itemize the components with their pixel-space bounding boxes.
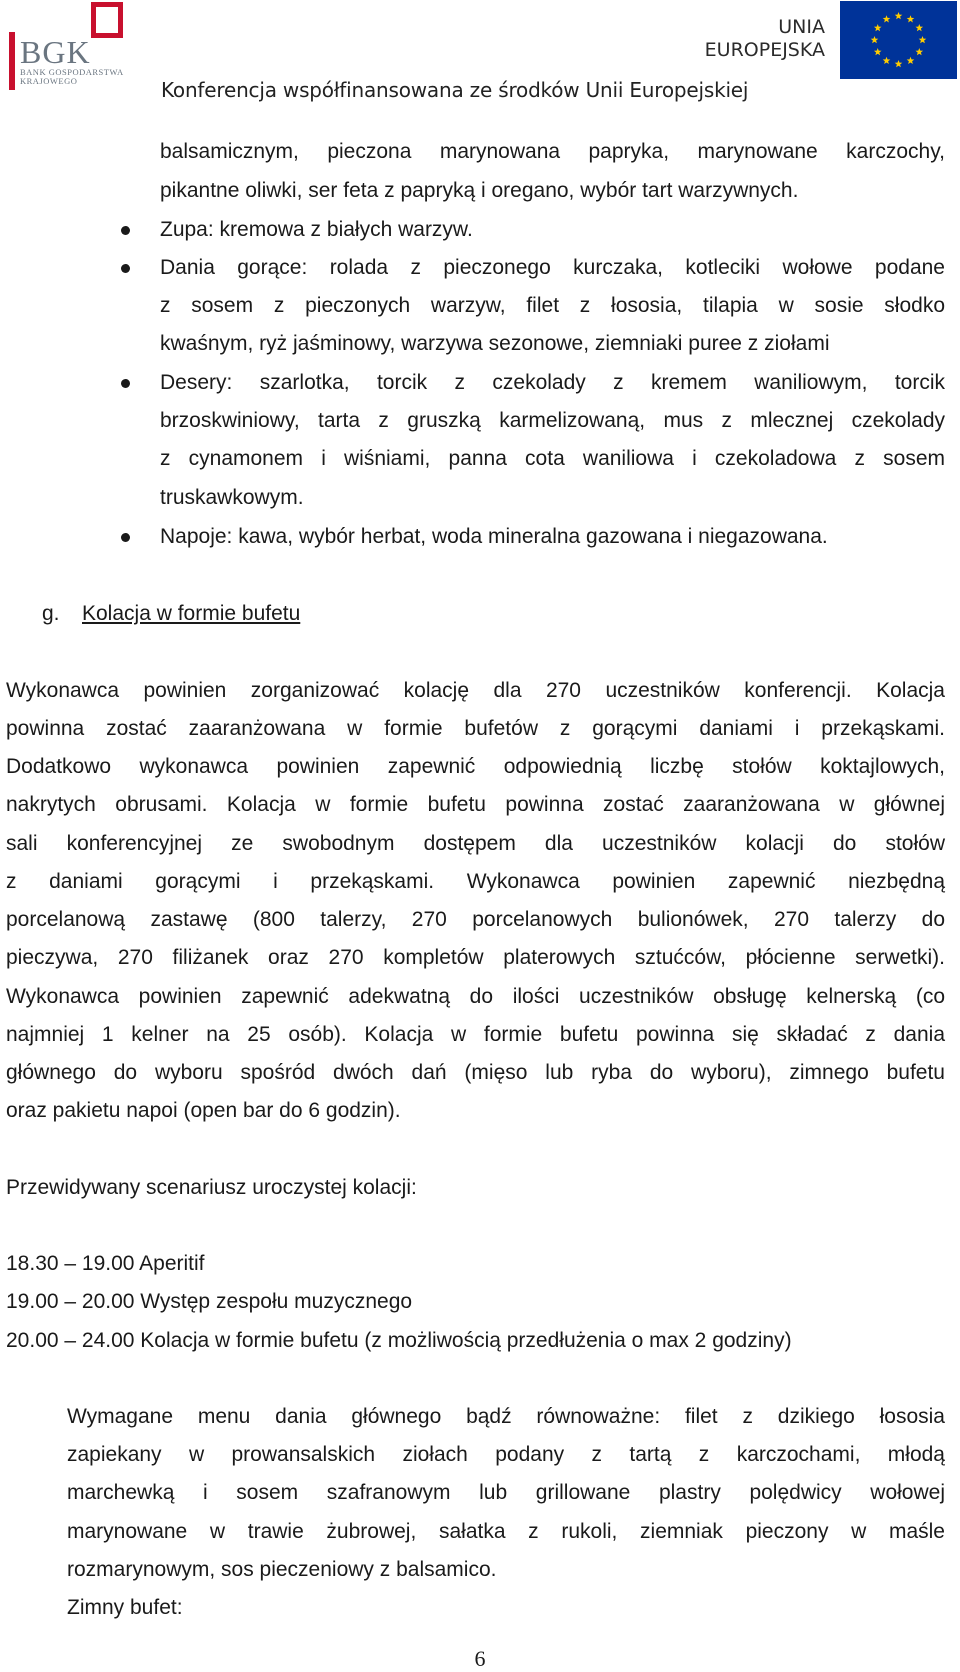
menu-line: Wymagane menu dania głównego bądź równoważne: filet z dzikiego łososia bbox=[67, 1405, 945, 1428]
header-caption: Konferencja współfinansowana ze środków Unii Europejskiej bbox=[161, 78, 749, 102]
list-item: Zupa: kremowa z białych warzyw. bbox=[160, 218, 473, 241]
scenario-item: 19.00 – 20.00 Występ zespołu muzycznego bbox=[6, 1290, 413, 1313]
list-continuation-line: balsamicznym, pieczona marynowana papryka, marynowane karczochy, bbox=[160, 140, 945, 163]
bullet-icon bbox=[121, 533, 130, 542]
list-continuation-line: pikantne oliwki, ser feta z papryką i oregano, wybór tart warzywnych. bbox=[160, 179, 799, 202]
paragraph-line: powinna zostać zaaranżowana w formie bufetów z gorącymi daniami i przekąskami. bbox=[6, 717, 945, 740]
list-item: Napoje: kawa, wybór herbat, woda mineralna gazowana i niegazowana. bbox=[160, 525, 828, 548]
scenario-item: 18.30 – 19.00 Aperitif bbox=[6, 1252, 205, 1275]
page-header bbox=[0, 0, 960, 100]
paragraph-line: Dodatkowo wykonawca powinien zapewnić odpowiednią liczbę stołów koktajlowych, bbox=[6, 755, 945, 778]
bullet-icon bbox=[121, 226, 130, 235]
list-item-line: brzoskwiniowy, tarta z gruszką karmelizowaną, mus z mlecznej czekolady bbox=[160, 409, 945, 432]
menu-line: marynowane w trawie żubrowej, sałatka z rukoli, ziemniak pieczony w maśle bbox=[67, 1520, 945, 1543]
bgk-logo-square bbox=[91, 2, 123, 38]
paragraph-line: głównego do wyboru spośród dwóch dań (mięso lub ryba do wyboru), zimnego bufetu bbox=[6, 1061, 945, 1084]
section-letter: g. bbox=[42, 602, 60, 625]
list-item-line: z sosem z pieczonych warzyw, filet z łososia, tilapia w sosie słodko bbox=[160, 294, 945, 317]
list-item-line: truskawkowym. bbox=[160, 486, 304, 509]
menu-line: marchewką i sosem szafranowym lub grillowane plastry polędwicy wołowej bbox=[67, 1481, 945, 1504]
bgk-logo-text: BGK bbox=[20, 34, 91, 70]
eu-flag-icon bbox=[840, 1, 957, 79]
eu-label bbox=[705, 16, 825, 62]
paragraph-line: porcelanową zastawę (800 talerzy, 270 porcelanowych bulionówek, 270 talerzy do bbox=[6, 908, 945, 931]
bgk-logo bbox=[4, 2, 126, 86]
eu-label-line-1: UNIA bbox=[778, 16, 825, 38]
paragraph-line: sali konferencyjnej ze swobodnym dostępem dla uczestników kolacji do stołów bbox=[6, 832, 945, 855]
section-title: Kolacja w formie bufetu bbox=[82, 602, 301, 625]
bullet-icon bbox=[121, 379, 130, 388]
bgk-logo-bar bbox=[9, 32, 15, 90]
paragraph-line: z daniami gorącymi i przekąskami. Wykonawca powinien zapewnić niezbędną bbox=[6, 870, 945, 893]
scenario-item: 20.00 – 24.00 Kolacja w formie bufetu (z możliwością przedłużenia o max 2 godziny) bbox=[6, 1329, 792, 1352]
menu-line: zapiekany w prowansalskich ziołach podany z tartą z karczochami, młodą bbox=[67, 1443, 945, 1466]
bgk-subtext-line-2: KRAJOWEGO bbox=[20, 76, 78, 86]
bullet-icon bbox=[121, 264, 130, 273]
list-item: Desery: szarlotka, torcik z czekolady z kremem waniliowym, torcik bbox=[160, 371, 945, 394]
paragraph-line: nakrytych obrusami. Kolacja w formie bufetu powinna zostać zaaranżowana w głównej bbox=[6, 793, 945, 816]
bgk-logo-subtext bbox=[20, 68, 124, 86]
paragraph-line: oraz pakietu napoi (open bar do 6 godzin). bbox=[6, 1099, 401, 1122]
paragraph-line: Wykonawca powinien zorganizować kolację dla 270 uczestników konferencji. Kolacja bbox=[6, 679, 945, 702]
cold-buffet-label: Zimny bufet: bbox=[67, 1596, 183, 1619]
list-item: Dania gorące: rolada z pieczonego kurczaka, kotleciki wołowe podane bbox=[160, 256, 945, 279]
paragraph-line: Wykonawca powinien zapewnić adekwatną do ilości uczestników obsługę kelnerską (co bbox=[6, 985, 945, 1008]
page-number: 6 bbox=[474, 1646, 486, 1671]
paragraph-line: pieczywa, 270 filiżanek oraz 270 kompletów platerowych sztućców, płócienne serwetki). bbox=[6, 946, 945, 969]
eu-label-line-2: EUROPEJSKA bbox=[704, 39, 825, 61]
list-item-line: kwaśnym, ryż jaśminowy, warzywa sezonowe, ziemniaki puree z ziołami bbox=[160, 332, 830, 355]
list-item-line: z cynamonem i wiśniami, panna cota waniliowa i czekoladowa z sosem bbox=[160, 447, 945, 470]
scenario-title: Przewidywany scenariusz uroczystej kolacji: bbox=[6, 1176, 417, 1199]
paragraph-line: najmniej 1 kelner na 25 osób). Kolacja w formie bufetu powinna się składać z dania bbox=[6, 1023, 945, 1046]
menu-line: rozmarynowym, sos pieczeniowy z balsamico. bbox=[67, 1558, 497, 1581]
bgk-subtext-line-1: BANK GOSPODARSTWA bbox=[20, 67, 124, 77]
